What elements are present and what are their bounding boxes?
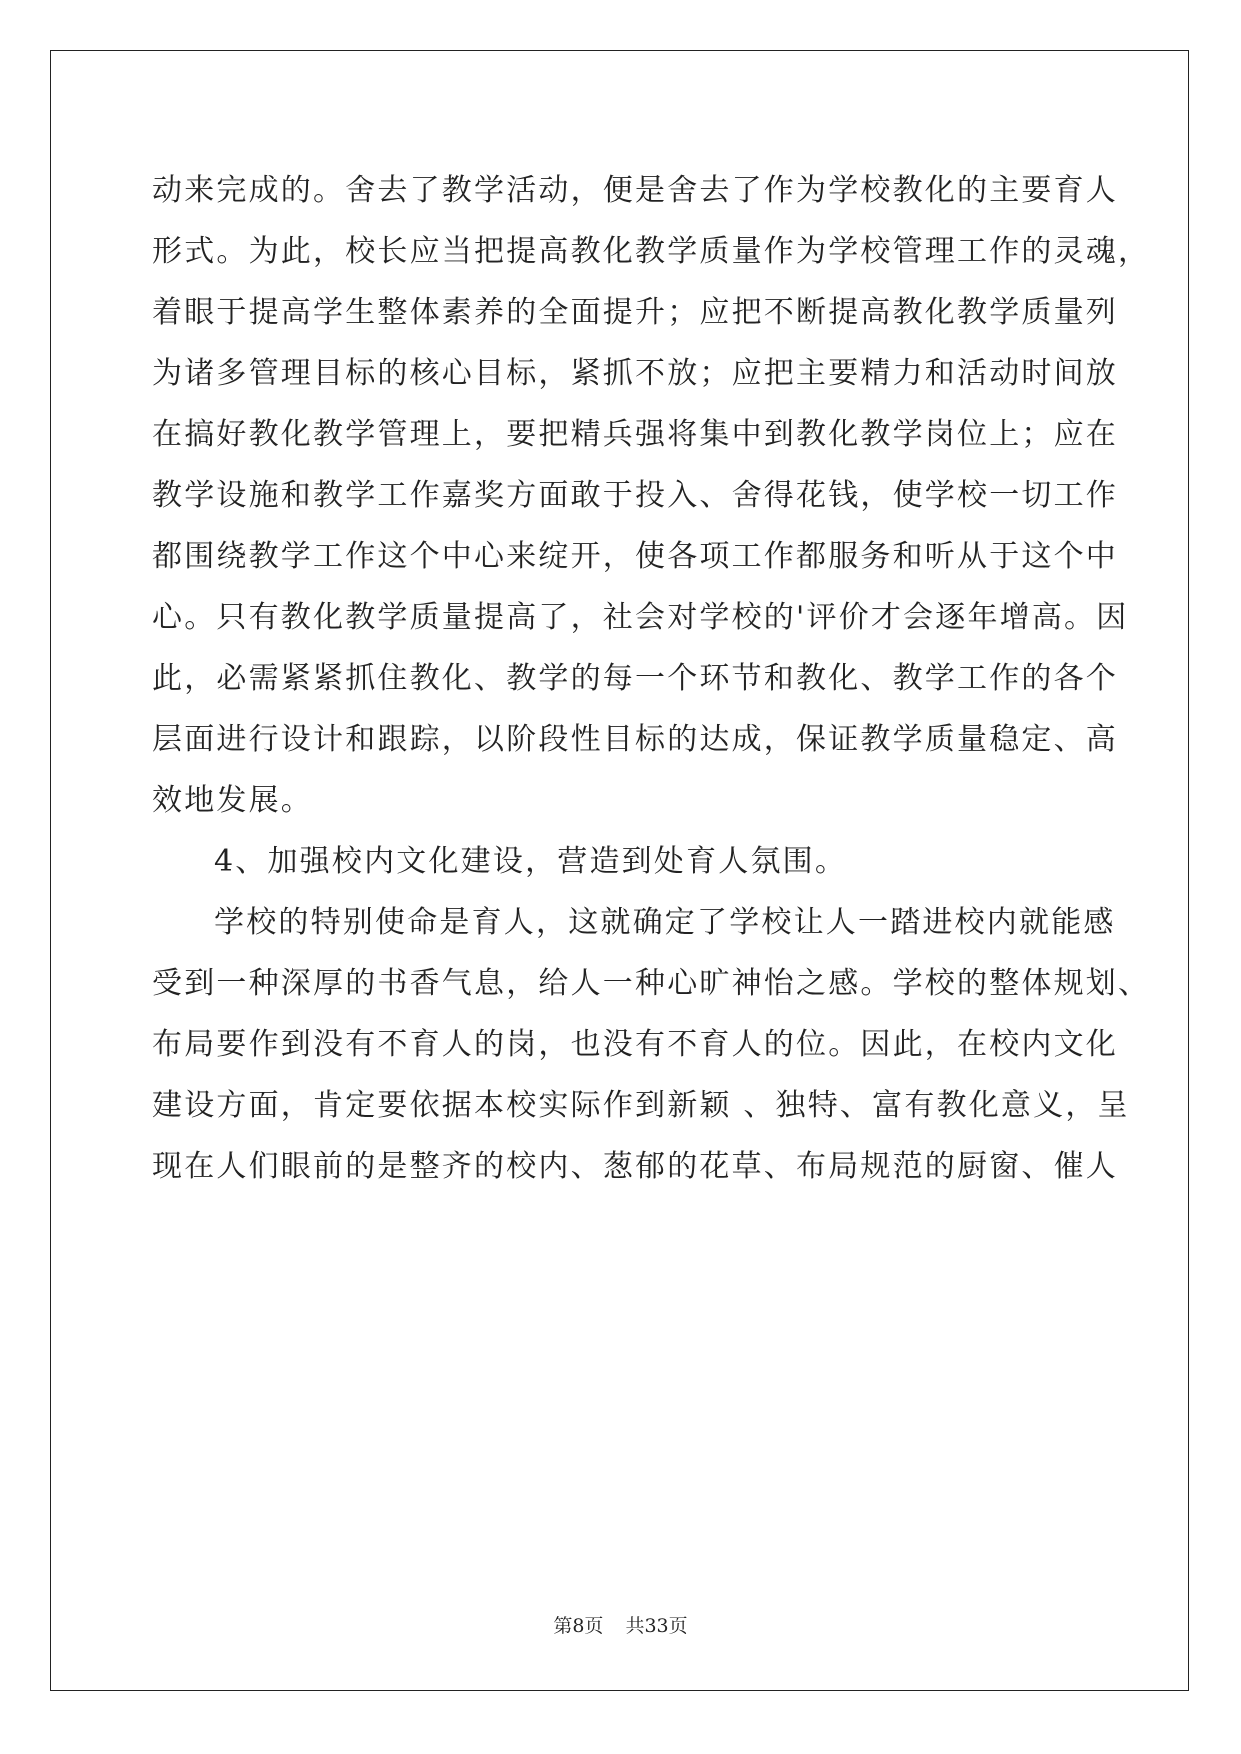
text-line: 动来完成的。舍去了教学活动，便是舍去了作为学校教化的主要育人 <box>152 173 1118 208</box>
text-line: 此，必需紧紧抓住教化、教学的每一个环节和教化、教学工作的各个 <box>152 661 1118 696</box>
text-line: 层面进行设计和跟踪，以阶段性目标的达成，保证教学质量稳定、高 <box>152 722 1118 757</box>
document-body <box>152 160 1151 1197</box>
text-line: 布局要作到没有不育人的岗，也没有不育人的位。因此，在校内文化 <box>152 1027 1118 1062</box>
text-line: 学校的特别使命是育人，这就确定了学校让人一踏进校内就能感 <box>214 905 1116 940</box>
text-line: 效地发展。 <box>152 783 313 818</box>
page-number: 第8页 <box>553 1615 604 1637</box>
page-footer <box>0 1611 1241 1638</box>
text-line: 为诸多管理目标的核心目标，紧抓不放；应把主要精力和活动时间放 <box>152 356 1118 391</box>
text-line: 都围绕教学工作这个中心来绽开，使各项工作都服务和听从于这个中 <box>152 539 1118 574</box>
text-line: 建设方面，肯定要依据本校实际作到新颖 、独特、富有教化意义，呈 <box>152 1088 1130 1123</box>
text-line: 受到一种深厚的书香气息，给人一种心旷神怡之感。学校的整体规划、 <box>152 966 1151 1001</box>
text-line: 教学设施和教学工作嘉奖方面敢于投入、舍得花钱，使学校一切工作 <box>152 478 1118 513</box>
text-line: 心。只有教化教学质量提高了，社会对学校的'评价才会逐年增高。因 <box>152 600 1129 635</box>
text-line: 现在人们眼前的是整齐的校内、葱郁的花草、布局规范的厨窗、催人 <box>152 1149 1118 1184</box>
section-heading: 4、加强校内文化建设，营造到处育人氛围。 <box>214 844 848 879</box>
total-pages: 共33页 <box>625 1615 688 1637</box>
text-line: 形式。为此，校长应当把提高教化教学质量作为学校管理工作的灵魂， <box>152 234 1151 269</box>
text-line: 在搞好教化教学管理上，要把精兵强将集中到教化教学岗位上；应在 <box>152 417 1118 452</box>
text-line: 着眼于提高学生整体素养的全面提升；应把不断提高教化教学质量列 <box>152 295 1118 330</box>
